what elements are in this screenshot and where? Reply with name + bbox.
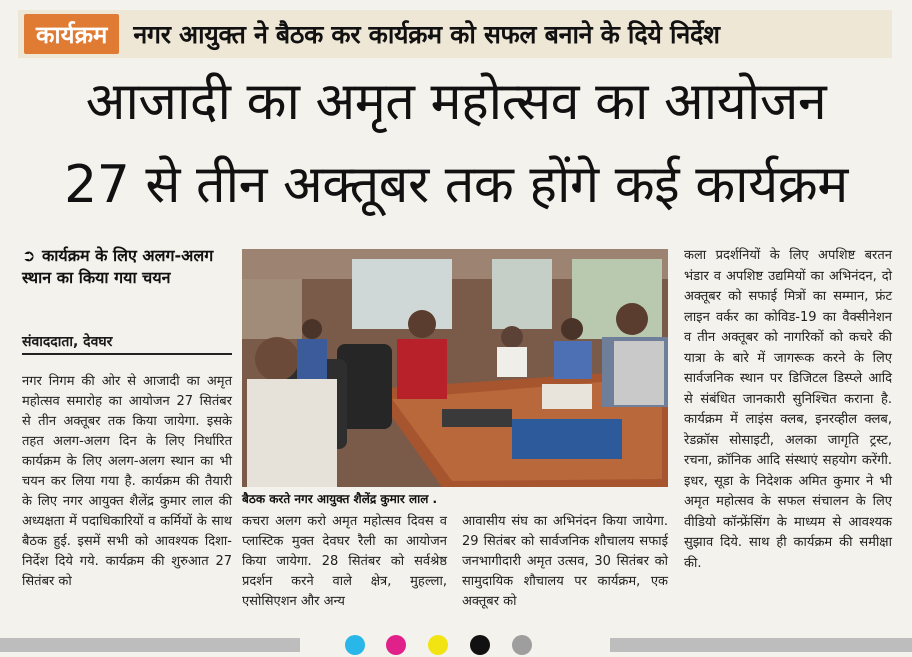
column-3-text: आवासीय संघ का अभिनंदन किया जायेगा. 29 सितंबर को सार्वजनिक शौचालय सफाई जनभागीदारी अमृत उत्सव, 30 सितंबर को सामुदायिक शौचालय पर कार्यक्रम, एक अक्तूबर को xyxy=(462,514,668,609)
column-2-text: कचरा अलग करो अमृत महोत्सव दिवस व प्लास्टिक मुक्त देवघर रैली का आयोजन किया जायेगा. 28 सितंबर को सर्वश्रेष्ठ प्रदर्शन करने वाले क्षेत्र, मुहल्ला, एसोसिएशन और अन्य xyxy=(242,514,447,609)
dateline: संवाददाता, देवघर xyxy=(22,332,232,355)
gray-registration-dot xyxy=(512,635,532,655)
yellow-registration-dot xyxy=(428,635,448,655)
article-column-4 xyxy=(684,246,892,574)
section-tag: कार्यक्रम xyxy=(24,14,119,54)
article-column-1 xyxy=(22,372,232,592)
photo-caption: बैठक करते नगर आयुक्त शैलेंद्र कुमार लाल . xyxy=(242,492,438,506)
column-4-text: कला प्रदर्शनियों के लिए अपशिष्ट बरतन भंडार व अपशिष्ट उद्यमियों का अभिनंदन, दो अक्तूबर को सफाई मित्रों का सम्मान, फ्रंट लाइन वर्कर का कोविड-19 का वैक्सीनेशन व तीन अक्तूबर को नागरिकों को कचरे की यात्रा के बारे में जागरूक करने के लिए सार्वजनिक स्थान पर डिजिटल डिस्प्ले आदि से संबंधित जानकारी सुनिश्चित कराना है. कार्यक्रम में लाइंस क्लब, इनरव्हील क्लब, रेडक्रॉस सोसाइटी, अलका जागृति ट्रस्ट, रचना, क्रॉनिक आदि संस्थाएं सहयोग करेंगी. इधर, सूडा के निदेशक अमित कुमार ने भी अमृत महोत्सव के सफल संचालन के लिए वीडियो कॉन्फ्रेंसिंग के माध्यम से आवश्यक सुझाव दिये. साथ ही कार्यक्रम की समीक्षा की. xyxy=(684,248,892,571)
arrow-icon: ➲ xyxy=(22,246,36,265)
black-registration-dot xyxy=(470,635,490,655)
kicker-band xyxy=(18,10,892,58)
magenta-registration-dot xyxy=(386,635,406,655)
meeting-photo xyxy=(242,249,668,487)
kicker-text: नगर आयुक्त ने बैठक कर कार्यक्रम को सफल बनाने के दिये निर्देश xyxy=(133,20,720,49)
subhead-text: कार्यक्रम के लिए अलग-अलग स्थान का किया गया चयन xyxy=(22,246,214,287)
subhead xyxy=(22,245,232,289)
cyan-registration-dot xyxy=(345,635,365,655)
meeting-photo-illustration xyxy=(242,249,668,487)
headline-line-2: 27 से तीन अक्तूबर तक होंगे कई कार्यक्रम xyxy=(64,155,848,215)
gray-bar-right xyxy=(610,638,912,652)
article-column-2 xyxy=(242,512,447,612)
gray-bar-left xyxy=(0,638,300,652)
article-column-3 xyxy=(462,512,668,612)
headline-line-1: आजादी का अमृत महोत्सव का आयोजन xyxy=(85,72,827,132)
column-1-text: नगर निगम की ओर से आजादी का अमृत महोत्सव समारोह का आयोजन 27 सितंबर से तीन अक्तूबर तक किया जायेगा. इसके तहत अलग-अलग दिन के लिए निर्धारित कार्यक्रम के लिए अलग-अलग स्थान का भी चयन कर लिया गया है. कार्यक्रम की तैयारी के लिए नगर आयुक्त शैलेंद्र कुमार लाल की अध्यक्षता में पदाधिकारियों व कर्मियों के साथ बैठक हुई. इसमें सभी को आवश्यक दिशा-निर्देश दिये गये. कार्यक्रम की शुरुआत 27 सितंबर को xyxy=(22,374,232,589)
